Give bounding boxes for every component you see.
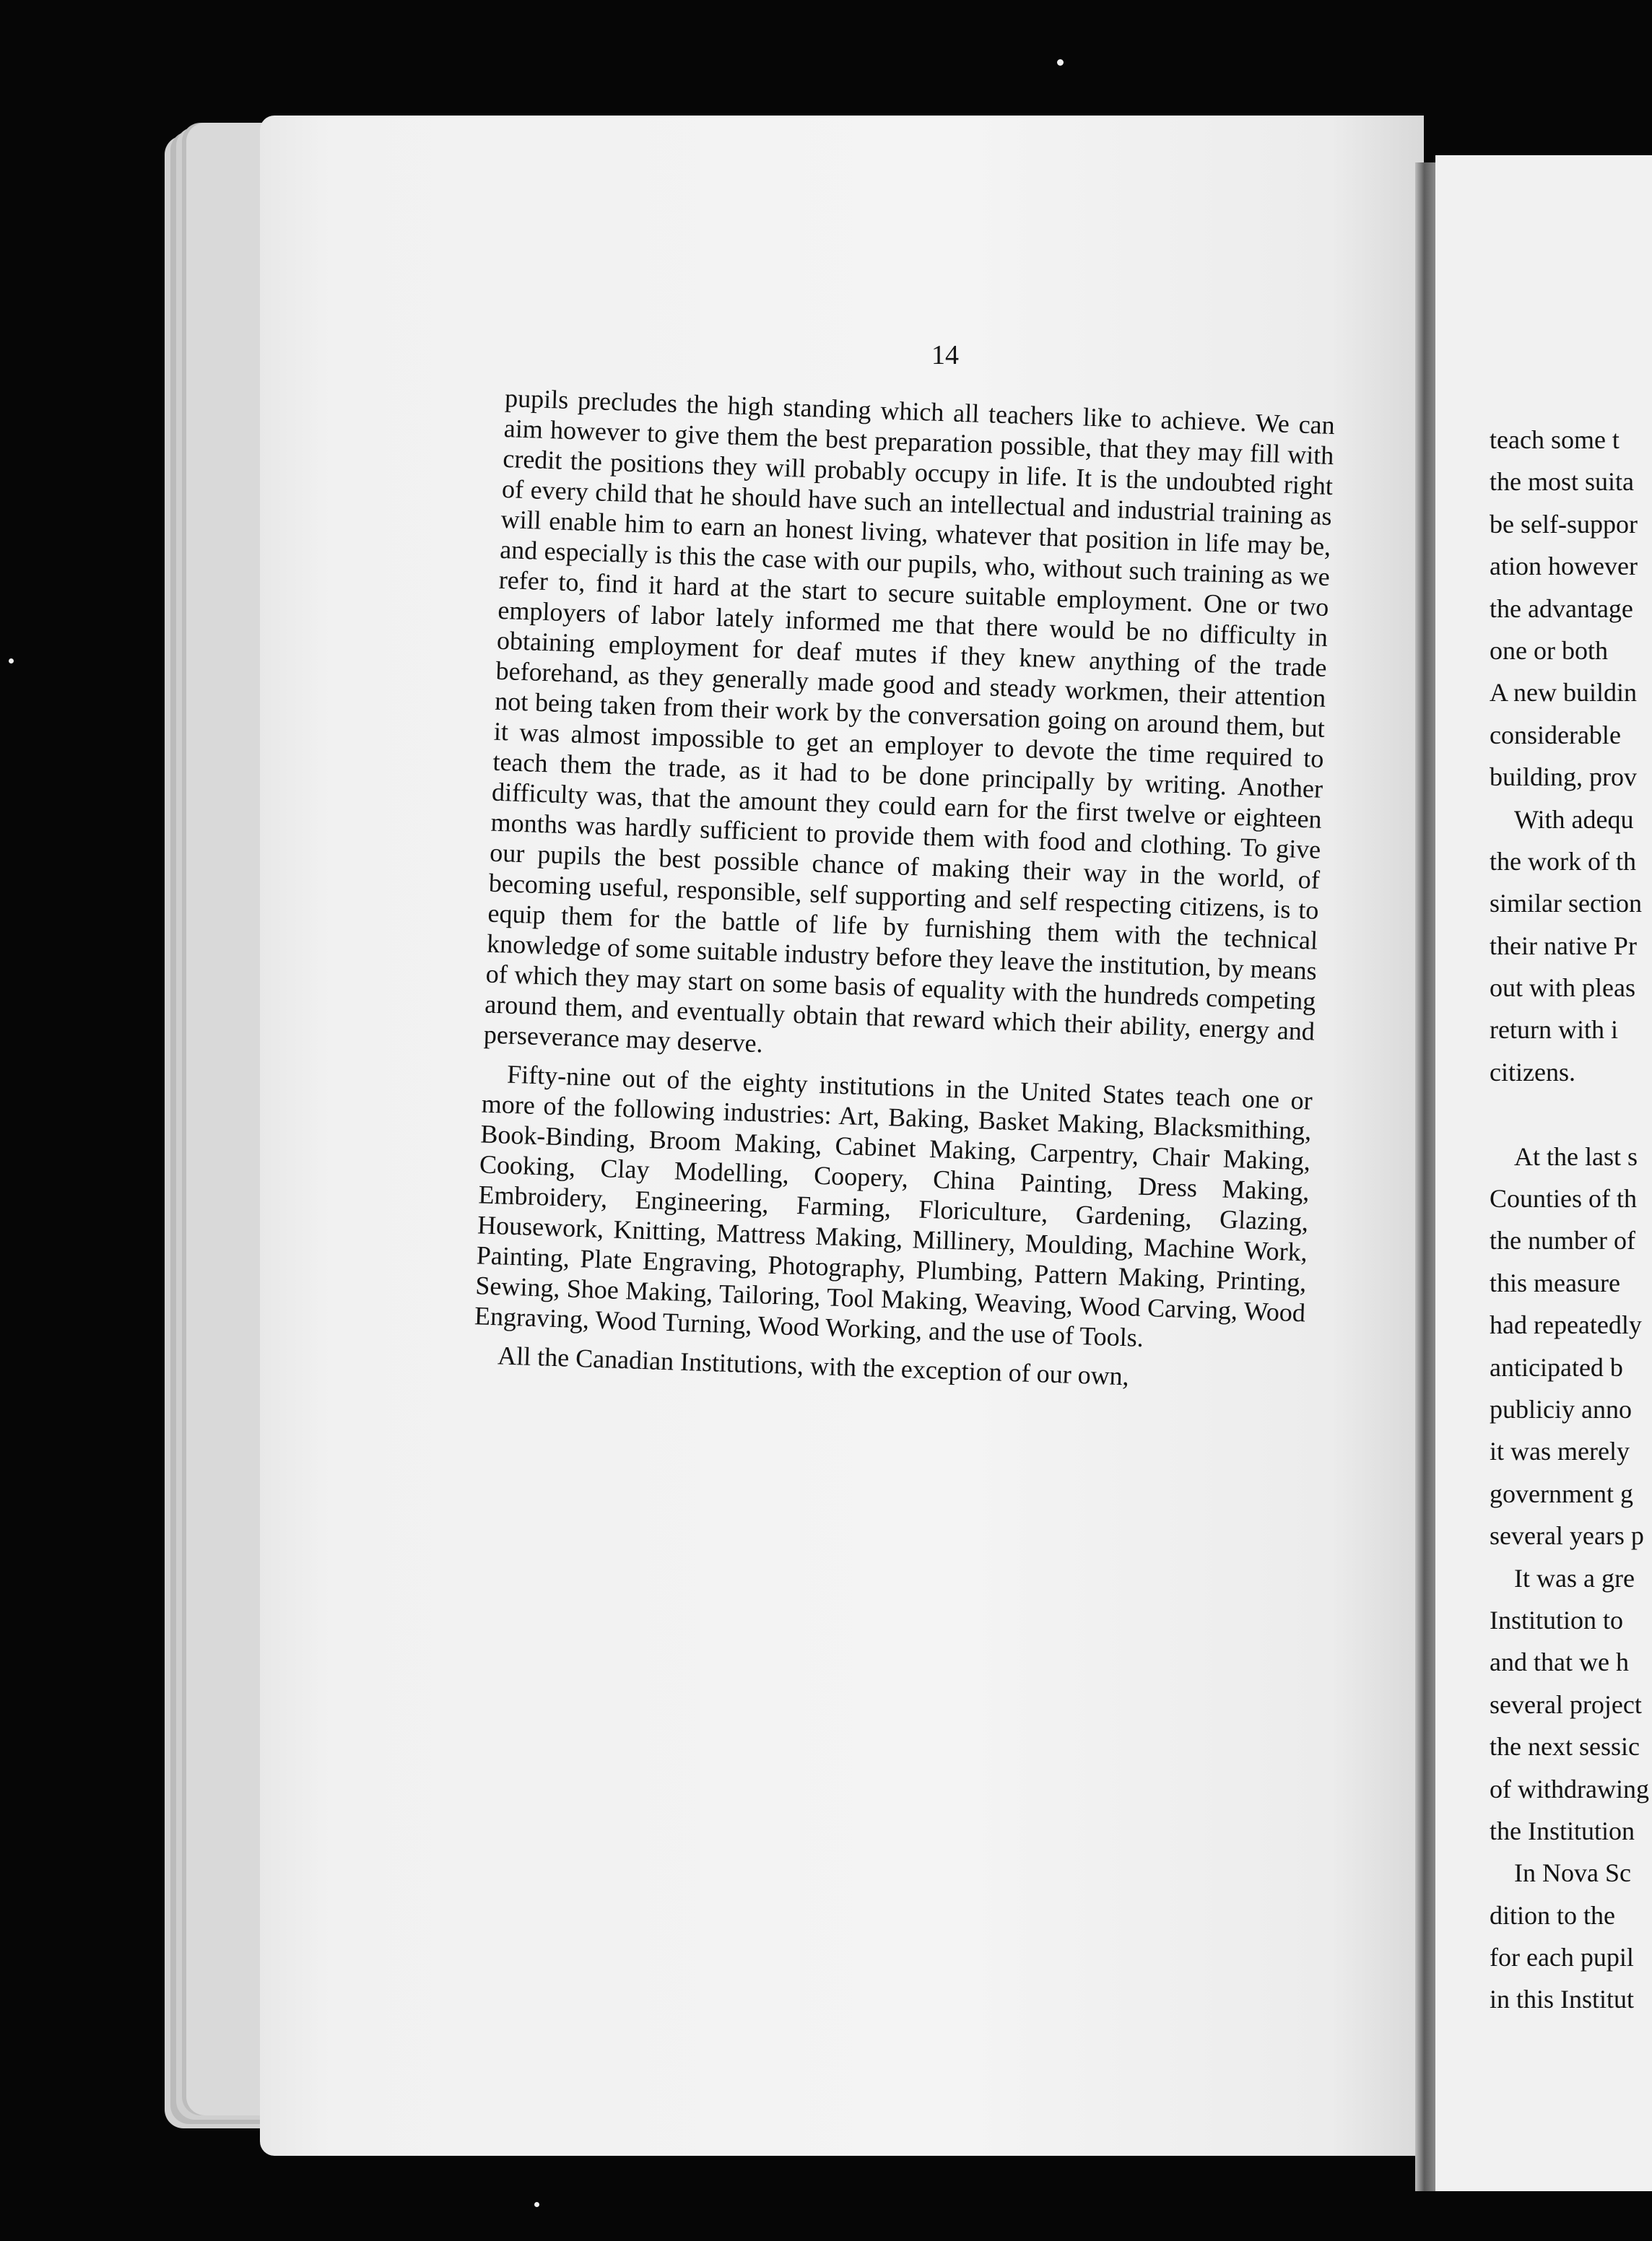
right-page-text xyxy=(1490,419,1652,2021)
text-line: With adequ xyxy=(1514,804,1634,834)
text-line: for each pupil xyxy=(1490,1943,1634,1972)
page-number: 14 xyxy=(931,340,959,370)
text-line: government g xyxy=(1490,1479,1633,1508)
film-speck xyxy=(534,2202,539,2207)
film-speck xyxy=(9,658,14,663)
text-line: considerable xyxy=(1490,720,1621,749)
text-line: had repeatedly xyxy=(1490,1310,1642,1340)
text-line: out with pleas xyxy=(1490,973,1635,1003)
text-line: several project xyxy=(1490,1689,1642,1719)
text-line: the most suita xyxy=(1490,467,1634,497)
text-line: In Nova Sc xyxy=(1514,1858,1631,1888)
book-gutter xyxy=(1415,162,1435,2191)
paragraph: All the Canadian Institutions, with the exception of our own, xyxy=(497,1341,1130,1391)
text-line: be self-suppor xyxy=(1490,509,1638,539)
text-line: several years p xyxy=(1490,1521,1644,1551)
text-line: in this Institut xyxy=(1490,1985,1635,2014)
text-line: building, prov xyxy=(1490,762,1637,792)
text-line: ation however xyxy=(1490,552,1638,581)
text-line: the work of th xyxy=(1490,846,1636,876)
text-line: and that we h xyxy=(1490,1648,1629,1677)
text-line: their native Pr xyxy=(1490,931,1637,960)
text-line: citizens. xyxy=(1490,1057,1575,1087)
text-line xyxy=(1490,1093,1652,1135)
text-line: teach some t xyxy=(1490,425,1620,454)
text-line: of withdrawing xyxy=(1490,1774,1649,1803)
text-line: similar section xyxy=(1490,889,1642,918)
text-line: It was a gre xyxy=(1514,1563,1635,1593)
text-line: return with i xyxy=(1490,1015,1618,1045)
text-line: dition to the xyxy=(1490,1900,1615,1930)
text-line: the Institution xyxy=(1490,1816,1635,1845)
text-line: the number of xyxy=(1490,1226,1635,1256)
text-line: publiciy anno xyxy=(1490,1394,1632,1424)
text-line: one or both xyxy=(1490,635,1608,665)
text-line: the next sessic xyxy=(1490,1732,1640,1762)
text-line: this measure xyxy=(1490,1268,1620,1297)
text-line: Counties of th xyxy=(1490,1184,1637,1214)
left-page-text xyxy=(472,383,1335,1406)
text-line: the advantage xyxy=(1490,593,1633,623)
text-line: anticipated b xyxy=(1490,1352,1623,1382)
text-line: it was merely xyxy=(1490,1437,1630,1466)
text-line: Institution to xyxy=(1490,1605,1624,1635)
text-line: A new buildin xyxy=(1490,678,1637,708)
film-speck xyxy=(1057,59,1064,66)
paragraph: pupils precludes the high standing which all teachers like to achieve. We can aim however to give them the best preparation possible, that they may fill with credit the positions they will probably occupy in life. It is the undoubted right of every child that he should have such an intellectual and industrial training as will enable him to earn an honest living, whatever that position in life may be, and especially is this the case with our pupils, who, without such training as we refer to, find it hard at the start to secure suitable employment. One or two employers of labor lately informed me that there would be no difficulty in obtaining employment for deaf mutes if they knew anything of the trade beforehand, as they generally made good and steady workmen, their attention not being taken from their work by the conversation going on around them, but it was almost impossible to get an employer to devote the time required to teach them the trade, as it had to be done principally by writing. Another difficulty was, that the amount they could earn for the first twelve or eighteen months was hardly sufficient to provide them with food and clothing. To give our pupils the best possible chance of making their way in the world, of becoming useful, responsible, self supporting and self respecting citizens, is to equip them for the battle of life by furnishing them with the technical knowledge of some suitable industry before they leave the institution, by means of which they may start on some basis of equality with the hundreds competing around them, and eventually obtain that reward which their ability, energy and perseverance may deserve. xyxy=(483,383,1336,1058)
text-line: At the last s xyxy=(1514,1141,1638,1171)
paragraph: Fifty-nine out of the eighty institutions in the United States teach one or more of the following industries: Art, Baking, Basket Making, Blacksmithing, Book-Binding, Broom Making, Cabinet Making, Carpentry, Chair Making, Cooking, Clay Modelling, Coopery, China Painting, Dress Making, Embroidery, Engineering, Farming, Floriculture, Gardening, Glazing, Housework, Knitting, Mattress Making, Millinery, Moulding, Machine Work, Painting, Plate Engraving, Photography, Plumbing, Pattern Making, Printing, Sewing, Shoe Making, Tailoring, Tool Making, Weaving, Wood Carving, Wood Engraving, Wood Turning, Wood Working, and the use of Tools. xyxy=(474,1059,1313,1353)
